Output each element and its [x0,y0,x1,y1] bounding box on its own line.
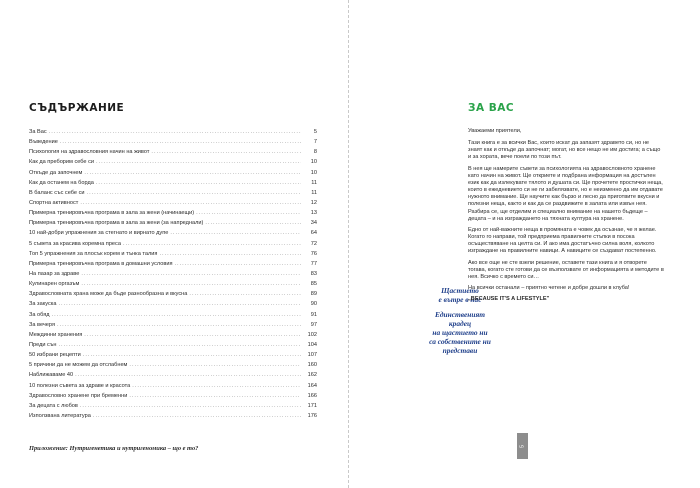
toc-leader-dots [81,269,301,279]
toc-entry [29,249,317,259]
toc-entry-page: 102 [307,331,317,338]
intro-title: ЗА ВАС [468,102,515,114]
toc-entry [29,208,317,218]
toc-list [29,127,317,421]
toc-entry [29,178,317,188]
toc-entry [29,168,317,178]
toc-entry-page: 76 [310,250,317,257]
toc-entry [29,279,317,289]
toc-entry-page: 166 [307,392,317,399]
quote-line: Щастието [441,286,479,295]
toc-entry-page: 72 [310,240,317,247]
quote-line: Единственият [434,310,486,319]
intro-tagline: „BECAUSE IT'S A LIFESTYLE" [468,296,550,303]
toc-leader-dots [159,249,301,259]
toc-leader-dots [52,310,301,320]
toc-leader-dots [93,411,301,421]
toc-entry-page: 104 [307,341,317,348]
toc-entry [29,299,317,309]
toc-entry-label: 50 избрани рецепти [29,352,81,359]
toc-entry [29,137,317,147]
toc-entry-label: Примерна тренировъчна програма в зала за жени (за напреднали) [29,220,204,227]
toc-entry-label: За децата с любов [29,402,78,409]
toc-entry-label: 10 полезни съвета за здраве и красота [29,382,131,389]
toc-entry-label: Преди сън [29,341,57,348]
toc-entry-page: 160 [307,362,317,369]
toc-entry [29,340,317,350]
toc-entry-page: 171 [307,402,317,409]
toc-leader-dots [84,168,301,178]
toc-entry-label: Примерна тренировъчна програма в домашни условия [29,260,173,267]
toc-entry-page: 176 [307,412,317,419]
toc-entry-page: 13 [310,210,317,217]
intro-paragraph: На всички останали – приятно четене и добре дошли в клуба! [468,284,630,291]
toc-leader-dots [60,137,301,147]
toc-leader-dots [151,147,301,157]
toc-entry [29,401,317,411]
toc-entry-label: За обяд [29,311,50,318]
toc-entry-page: 107 [307,352,317,359]
toc-entry [29,198,317,208]
toc-entry-page: 90 [310,301,317,308]
quote-thief [404,310,516,355]
toc-entry-page: 7 [313,139,317,146]
toc-leader-dots [80,401,301,411]
toc-entry-page: 91 [310,311,317,318]
toc-leader-dots [57,320,301,330]
toc-entry-label: За вечеря [29,321,55,328]
toc-entry-page: 11 [311,189,317,196]
toc-leader-dots [83,350,301,360]
toc-entry-page: 8 [313,149,317,156]
toc-entry-page: 10 [310,169,317,176]
toc-entry [29,391,317,401]
toc-entry-page: 5 [313,129,317,135]
toc-entry-page: 164 [307,382,317,389]
toc-entry-page: 11 [311,179,317,186]
toc-leader-dots [189,289,301,299]
quote-line: е вътре в нас [438,295,482,304]
toc-leader-dots [81,279,301,289]
toc-leader-dots [170,228,301,238]
intro-paragraph: Ако все още не сте взели решение, оставете тази книга и я отворете тогава, когато сте готови да се възползвате от информацията и методите в нея. Всичко с времето си… [468,259,664,280]
toc-entry-label: Топ 5 упражнения за плосък корем и тънка талия [29,250,158,257]
toc-entry-page: 162 [307,372,317,379]
toc-entry-label: Кулинарен оргазъм [29,281,80,288]
toc-entry-label: Психология на здравословния начин на живот [29,149,150,156]
toc-entry-page: 34 [310,220,317,227]
toc-entry-label: 10 най-добри упражнения за стегнато и вирнато дупе [29,230,169,237]
toc-entry [29,259,317,269]
toc-entry-label: Как да останем на борда [29,179,94,186]
toc-entry [29,350,317,360]
toc-entry-label: В баланс със себе си [29,189,85,196]
toc-entry [29,218,317,228]
toc-appendix: Приложение: Нутригенетика и нутригеномика – що е то? [29,445,199,452]
toc-leader-dots [132,381,301,391]
quote-line: крадец [448,319,472,328]
toc-entry [29,320,317,330]
toc-entry-label: Междинни хранения [29,331,83,338]
toc-entry [29,310,317,320]
toc-entry-label: Въведение [29,139,58,146]
intro-paragraph: В нея ще намерите съвети за психологията на здравословното хранене като начин на живот. Ще откриете и подбрана информация на достъпен език как да излекувате тялото и душата си. Ще прочетете простички неща, които в ежедневието си не ги забелязвате, но е неизменно да им отдавате нужното внимание. Ще научите как бързо и лесно да приготвите вкусни и полезни неща, както и как да се раздвижите в залата или извън нея. Разбира се, ще отделим и специално внимание на нашето бъдеще – децата – и на изграждането на тяхната култура на хранене. [468,165,663,222]
toc-entry [29,381,317,391]
toc-entry-label: За Вас [29,129,47,135]
toc-leader-dots [129,360,301,370]
toc-entry [29,157,317,167]
toc-entry [29,289,317,299]
toc-leader-dots [174,259,301,269]
toc-entry [29,360,317,370]
quote-line: на щастието ни [432,328,488,337]
toc-entry [29,370,317,380]
toc-entry-label: 5 съвета за красива коремна преса [29,240,121,247]
toc-entry-label: За закуска [29,301,57,308]
toc-entry [29,147,317,157]
toc-leader-dots [80,198,301,208]
toc-entry-page: 10 [310,159,317,166]
toc-leader-dots [58,340,301,350]
toc-leader-dots [87,188,301,198]
toc-leader-dots [96,157,301,167]
toc-entry-label: Използвана литература [29,412,91,419]
toc-entry-label: Откъде да започнем [29,169,83,176]
toc-entry-label: Здравословно хранене при бременни [29,392,128,399]
quote-line: представи [442,346,478,355]
toc-entry-page: 83 [310,270,317,277]
toc-entry-label: Как да преборим себе си [29,159,95,166]
toc-entry-label: Наближаваме 40 [29,372,74,379]
page-number-tab: 5 [517,433,528,459]
toc-entry-label: Спортна активност [29,199,79,206]
toc-entry-label: 5 причини да не можем да отслабнем [29,362,128,369]
intro-body [468,128,664,307]
toc-entry-label: Примерна тренировъчна програма в зала за жени (начинаещи) [29,210,195,217]
intro-greeting: Уважаеми приятели, [468,128,522,134]
toc-entry-page: 89 [310,291,317,298]
toc-entry [29,239,317,249]
toc-title: СЪДЪРЖАНИЕ [29,102,125,114]
toc-entry-label: Здравословната храна може да бъде разнообразна и вкусна [29,291,188,298]
toc-leader-dots [129,391,301,401]
toc-entry-page: 77 [310,260,317,267]
toc-entry [29,411,317,421]
toc-entry [29,269,317,279]
toc-entry-page: 85 [310,281,317,288]
toc-entry-page: 64 [310,230,317,237]
toc-leader-dots [49,127,301,137]
intro-paragraph: Тази книга е за всички Вас, които искат да запазят здравето си, но не знаят как и откъде да започнат; могат, но все нещо не им достига; а също и за хората, вече поели по този път. [468,140,661,161]
toc-entry [29,330,317,340]
left-page [0,0,349,488]
toc-entry-label: На пазар за здраве [29,270,80,277]
toc-entry [29,127,317,137]
toc-leader-dots [196,208,301,218]
toc-leader-dots [75,370,301,380]
quote-line: са собствените ни [429,337,491,346]
toc-entry-page: 97 [310,321,317,328]
toc-leader-dots [96,178,301,188]
toc-leader-dots [84,330,301,340]
toc-leader-dots [123,239,301,249]
toc-leader-dots [205,218,301,228]
toc-entry [29,228,317,238]
intro-paragraph: Едно от най-важните неща в промяната е човек да осъзнае, че я желае. Когато го направи, той предприема правилните стъпки в посока осъществяване на целта си. И ако има достатъчно силна воля, колкото изграждане на правилните навици. А навиците се създават постепенно. [468,226,657,255]
toc-leader-dots [58,299,301,309]
toc-entry-page: 12 [310,199,317,206]
toc-entry [29,188,317,198]
